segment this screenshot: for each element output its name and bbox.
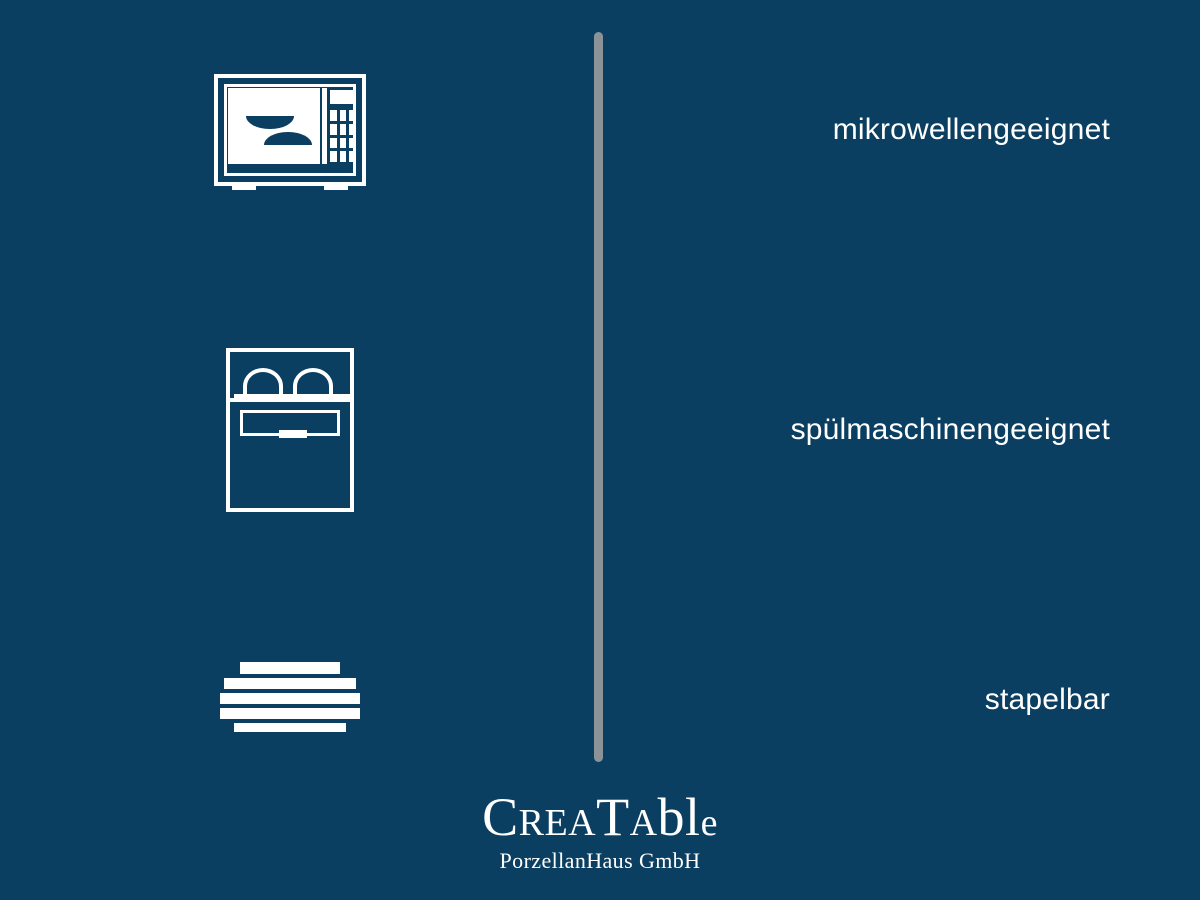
- microwave-wave-lower: [264, 132, 312, 145]
- microwave-foot-right: [324, 184, 348, 190]
- feature-row-stackable: [0, 610, 1200, 790]
- brand-logo-t: T: [596, 787, 630, 847]
- brand-logo-c: C: [482, 787, 519, 847]
- stack-plate-3: [220, 693, 360, 704]
- microwave-control-panel: [330, 90, 356, 162]
- brand-logo-b: b: [657, 787, 686, 847]
- stackable-plates-icon: [214, 662, 366, 738]
- feature-row-microwave: [0, 40, 1200, 220]
- brand-logo-l: l: [685, 787, 701, 847]
- brand-logo-rea: REA: [518, 802, 597, 844]
- dishwasher-handle: [279, 430, 307, 438]
- microwave-foot-left: [232, 184, 256, 190]
- dishwasher-body: [226, 398, 354, 512]
- dishwasher-basket: [226, 348, 354, 398]
- dishwasher-control-panel: [240, 410, 340, 436]
- microwave-icon-cell: [190, 40, 390, 220]
- dishwasher-icon-cell: [190, 340, 390, 520]
- brand-logo-a: A: [629, 802, 658, 844]
- dishwasher-icon: [226, 348, 354, 512]
- stack-plate-2: [224, 678, 356, 689]
- microwave-display: [330, 90, 356, 104]
- brand-logo-e: e: [700, 802, 718, 844]
- brand-logo-name: [0, 787, 1200, 847]
- dishwasher-label-cell: [640, 340, 1110, 520]
- feature-row-dishwasher: [0, 340, 1200, 520]
- stackable-icon-cell: [190, 610, 390, 790]
- feature-label-microwave: mikrowellengeeignet: [832, 113, 1110, 146]
- stack-plate-5: [234, 723, 346, 732]
- microwave-icon: [214, 74, 366, 186]
- stack-plate-1: [240, 662, 340, 674]
- feature-label-stackable: stapelbar: [984, 683, 1110, 716]
- microwave-door-edge: [322, 88, 327, 164]
- microwave-label-cell: [640, 40, 1110, 220]
- brand-logo-subtitle: PorzellanHaus GmbH: [499, 848, 701, 873]
- stackable-label-cell: [640, 610, 1110, 790]
- stack-plate-4: [220, 708, 360, 719]
- brand-logo: [0, 787, 1200, 874]
- microwave-door: [228, 88, 320, 164]
- microwave-wave-upper: [246, 116, 294, 129]
- microwave-window: [234, 94, 314, 158]
- microwave-keypad: [330, 110, 356, 162]
- feature-label-dishwasher: spülmaschinengeeignet: [790, 413, 1110, 446]
